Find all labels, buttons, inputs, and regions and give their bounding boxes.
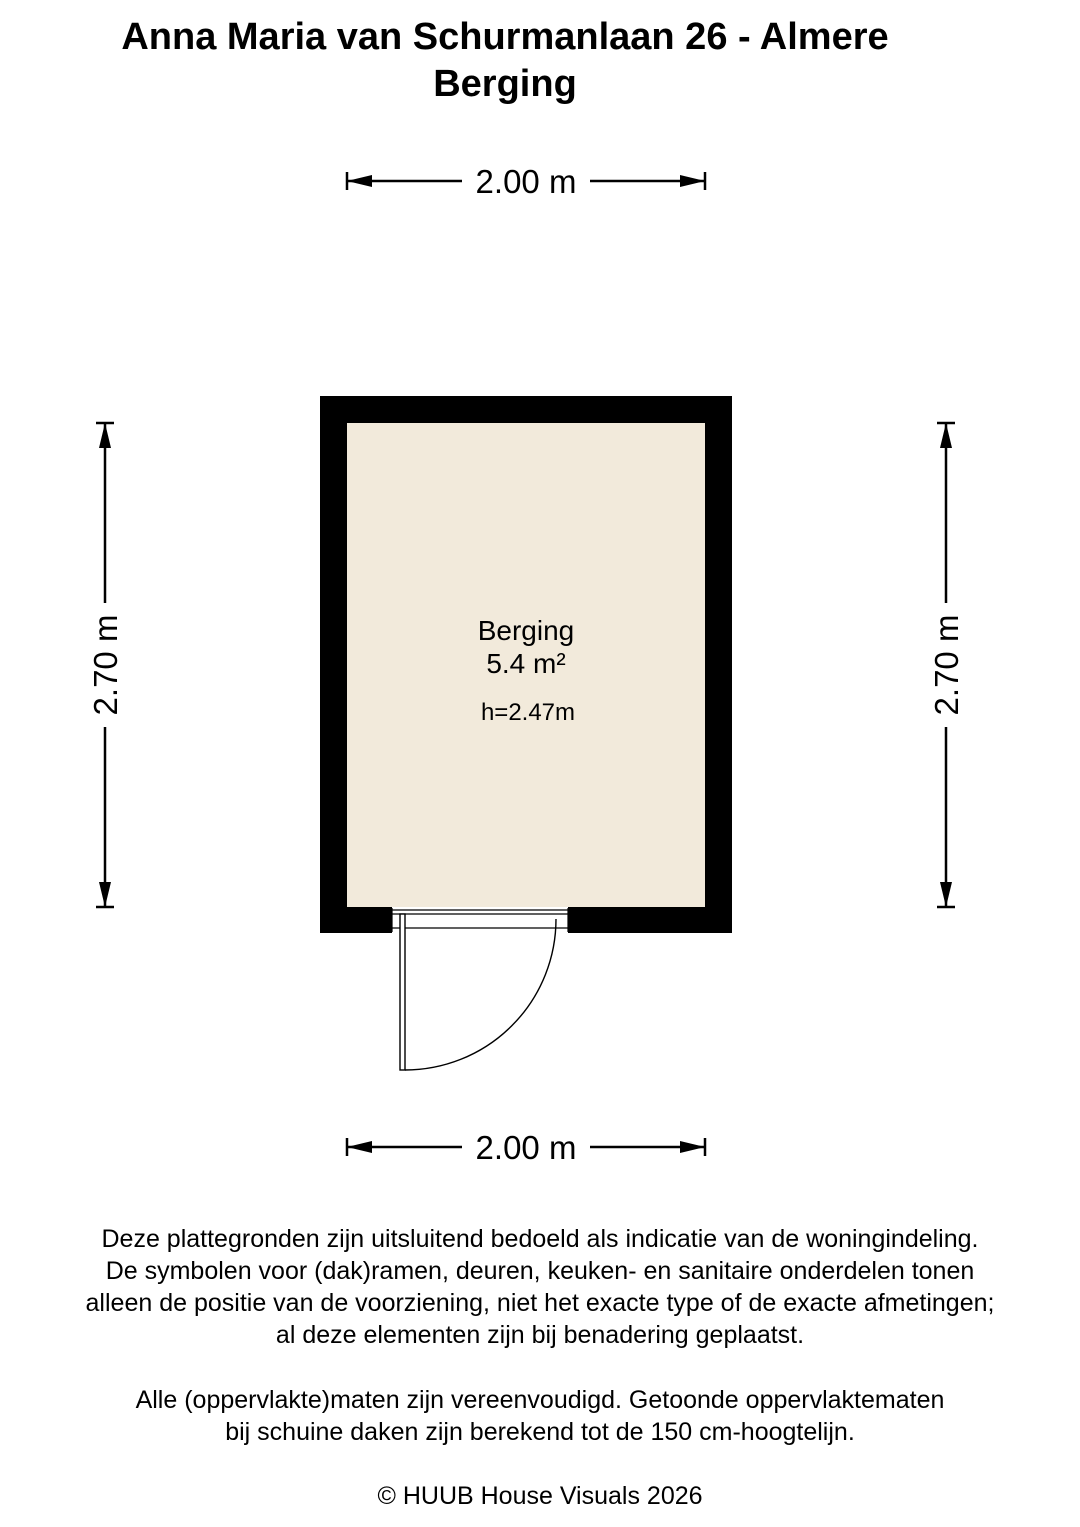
dimension-bottom-label: 2.00 m (475, 1129, 577, 1166)
disclaimer-line: bij schuine daken zijn berekend tot de 150 cm-hoogtelijn. (225, 1418, 855, 1446)
plan-subtitle: Berging (433, 63, 577, 105)
disclaimer-line: Alle (oppervlakte)maten zijn vereenvoudigd. Getoonde oppervlaktematen (135, 1386, 945, 1414)
dimension-top-label: 2.00 m (475, 163, 577, 200)
copyright-notice: © HUUB House Visuals 2026 (377, 1482, 703, 1510)
disclaimer-line: Deze plattegronden zijn uitsluitend bedoeld als indicatie van de woningindeling. (101, 1225, 979, 1253)
disclaimer-line: De symbolen voor (dak)ramen, deuren, keuken- en sanitaire onderdelen tonen (105, 1257, 975, 1285)
door-opening (392, 907, 568, 934)
disclaimer-line: al deze elementen zijn bij benadering geplaatst. (275, 1321, 805, 1349)
room-height: h=2.47m (480, 699, 576, 726)
door-swing (400, 914, 556, 1070)
dimension-right-label: 2.70 m (928, 614, 965, 716)
room-name: Berging (477, 615, 575, 646)
plan-title: Anna Maria van Schurmanlaan 26 - Almere (121, 16, 889, 58)
dimension-left-label: 2.70 m (87, 614, 124, 716)
room-area: 5.4 m² (486, 648, 566, 679)
disclaimer-line: alleen de positie van de voorziening, niet het exacte type of de exacte afmetingen; (85, 1289, 995, 1317)
disclaimer-paragraph-2 (0, 1384, 1080, 1448)
disclaimer-paragraph-1 (0, 1223, 1080, 1351)
